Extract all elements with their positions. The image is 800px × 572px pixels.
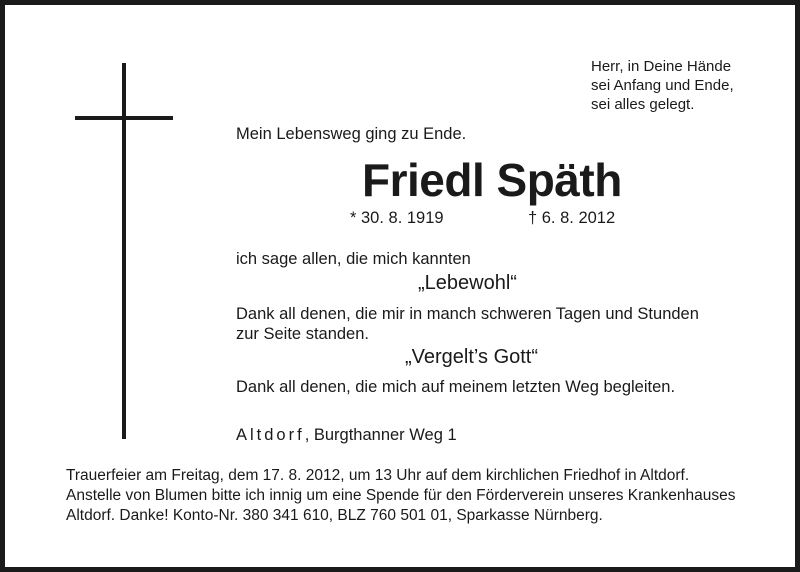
psalm-line: sei alles gelegt. [591,96,695,113]
psalm-line: sei Anfang und Ende, [591,77,734,94]
birth-date: * 30. 8. 1919 [350,209,444,227]
psalm-verse [591,57,734,114]
death-date: † 6. 8. 2012 [528,209,616,227]
final-thanks-line: Dank all denen, die mich auf meinem letzten Weg begleiten. [236,378,676,396]
address-line [236,426,457,445]
psalm-line: Herr, in Deine Hände [591,58,732,75]
place-name: Altdorf [236,426,305,444]
intro-line: Mein Lebensweg ging zu Ende. [236,125,467,143]
footer-line: Anstelle von Blumen bitte ich innig um eine Spende für den Förderverein unseres Krankenhauses [66,487,736,504]
thanks-line-cont: zur Seite standen. [236,325,369,343]
footer-line: Altdorf. Danke! Konto-Nr. 380 341 610, BLZ 760 501 01, Sparkasse Nürnberg. [66,507,603,524]
blessing-quote: „Vergelt’s Gott“ [405,346,539,368]
farewell-line: ich sage allen, die mich kannten [236,250,471,268]
footer-line: Trauerfeier am Freitag, dem 17. 8. 2012, um 13 Uhr auf dem kirchlichen Friedhof in Altdorf. [66,467,690,484]
farewell-quote: „Lebewohl“ [418,272,517,294]
street-address: , Burgthanner Weg 1 [304,426,457,444]
cross-icon-bar [75,116,173,120]
funeral-info [66,466,735,526]
deceased-name: Friedl Späth [362,154,622,206]
thanks-line: Dank all denen, die mir in manch schweren Tagen und Stunden [236,305,699,323]
